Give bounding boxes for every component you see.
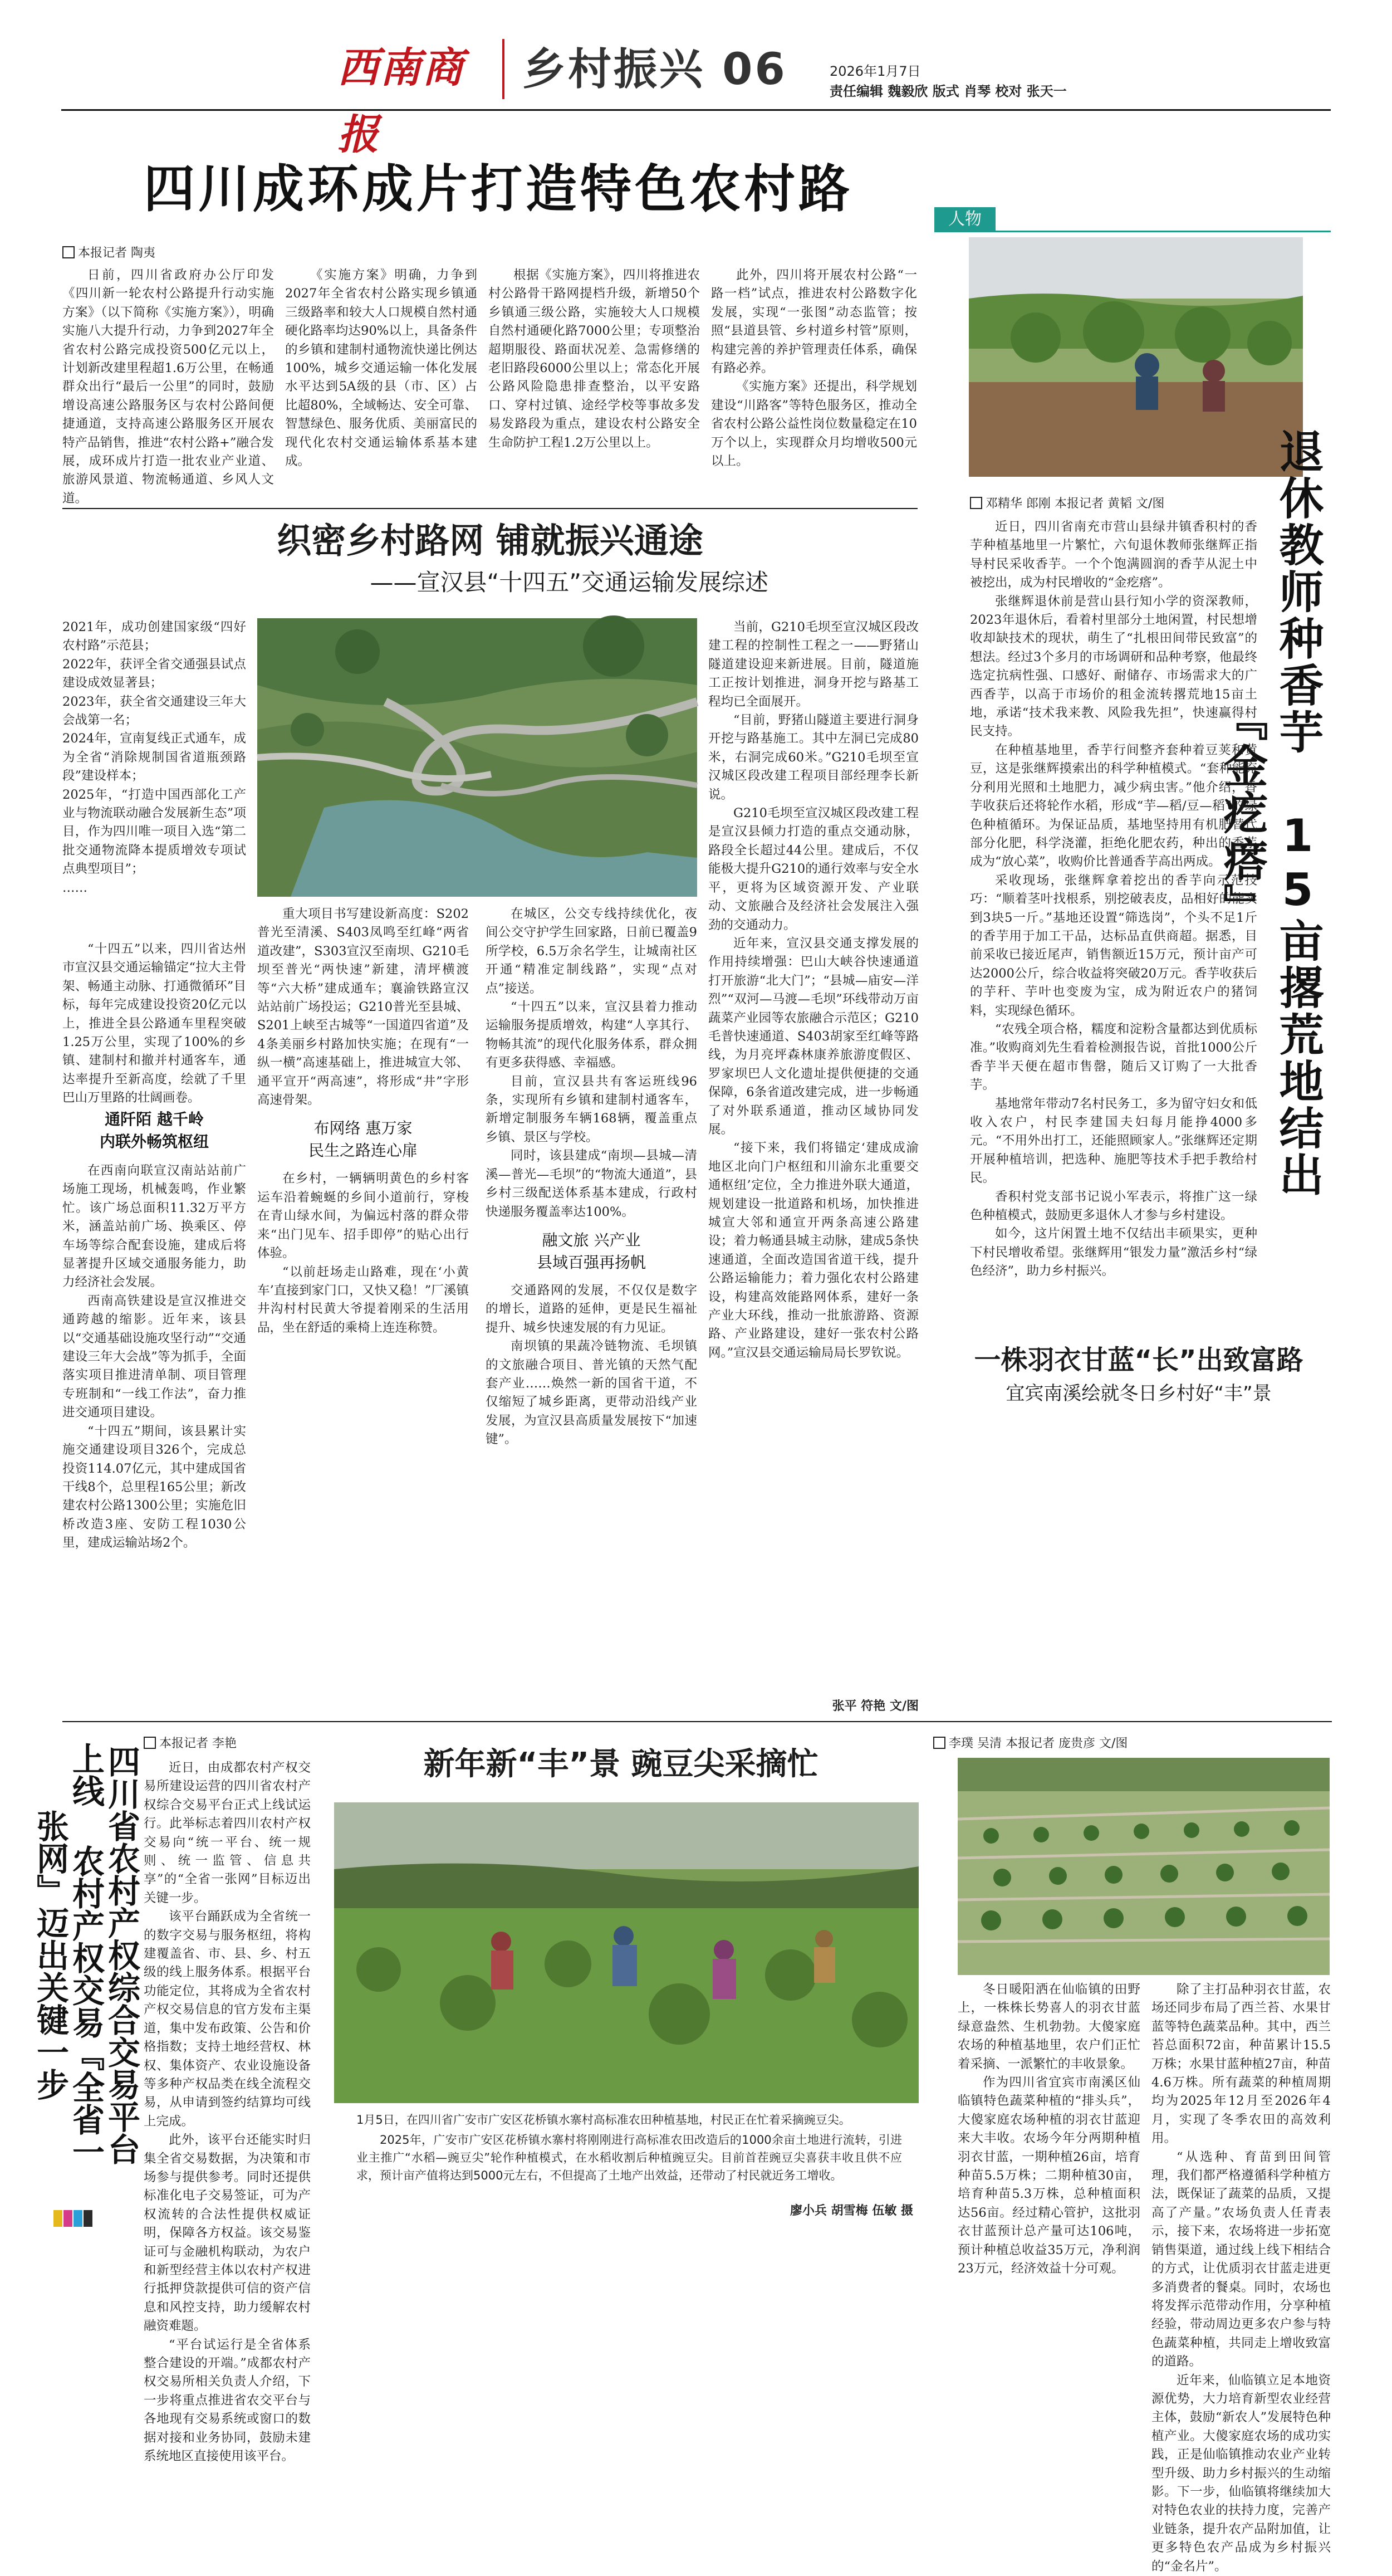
paragraph: 如今，这片闲置土地不仅结出丰硕果实，更种下村民增收希望。张继辉用“银发力量”激活乡村“绿色经济”，助力乡村振兴。 <box>970 1226 1257 1279</box>
masthead-divider <box>502 39 504 99</box>
photo-credit: 廖小兵 胡雪梅 伍敏 摄 <box>790 2204 913 2218</box>
color-swatch <box>84 2210 92 2227</box>
paragraph: “农残全项合格，糯度和淀粉含量都达到优质标准。”收购商刘先生看着检测报告说，首批1000公斤香芋半天便在超市售罄，随后又订购了一大批香芋。 <box>970 1021 1257 1093</box>
kale-field-illustration <box>958 1758 1330 1975</box>
feature-intro <box>62 940 246 1106</box>
section-divider <box>62 1721 1332 1722</box>
paragraph: “目前，野猪山隧道主要进行洞身开挖与路基施工。其中左洞已完成80米，右洞完成60米。”G210毛坝至宣汉城区段改建工程项目部经理李长新说。 <box>708 713 919 802</box>
exchange-headline: 四川省农村产权综合交易平台上线 农村产权交易『全省一张网』迈出关键一步 <box>31 1742 140 2168</box>
section-name: 乡村振兴 <box>522 45 705 95</box>
paragraph: “十四五”以来，宣汉县着力推动运输服务提质增效，构建“人享其行、物畅其流”的现代化服务体系，群众拥有更多获得感、幸福感。 <box>486 1000 697 1071</box>
color-swatch <box>63 2210 72 2227</box>
person-headline: 退休教师种香芋 15亩撂荒地结出『金疙瘩』 <box>1216 428 1324 1199</box>
masthead-logo: 西南商报 <box>337 44 464 159</box>
paragraph: 除了主打品种羽衣甘蓝，农场还同步布局了西兰苔、水果甘蓝等特色蔬菜品种。其中，西兰苔总面积72亩，种苗累计15.5万株；水果甘蓝种植27亩，种苗4.6万株。所有蔬菜的种植周期均为2025年12月至2026年4月，实现了冬季农田的高效利用。 <box>1151 1982 1331 2146</box>
paragraph: 在乡村，一辆辆明黄色的乡村客运车沿着蜿蜒的乡间小道前行，穿梭在青山绿水间，为偏远村落的群众带来“出门见车、招手即停”的贴心出行体验。 <box>257 1171 469 1261</box>
paragraph: 作为四川省宜宾市南溪区仙临镇特色蔬菜种植的“排头兵”，大傻家庭农场种植的羽衣甘蓝迎来大丰收。农场今年分两期种植羽衣甘蓝，一期种植26亩，培育种苗5.5万株；二期种植30亩，培育种苗5.3万株，总种植面积达56亩。经过精心管护，这批羽衣甘蓝预计总产量可达106吨，预计种植总收益35万元，净利润23万元，经济效益十分可观。 <box>958 2075 1140 2276</box>
taro-field-illustration <box>969 237 1303 477</box>
paragraph: 近年来，宣汉县交通支撑发展的作用持续增强：巴山大峡谷快速通道打开旅游“北大门”；“县城—庙安—洋烈”“双河—马渡—毛坝”环线带动万亩蔬菜产业园等农旅融合示范区；G210毛普快速通道、S403胡家至红峰等路线，为月亮坪森林康养旅游度假区、罗家坝巴人文化遗址提供便捷的交通保障，6条省道改建完成，进一步畅通了对外联系通道，推动区域协同发展。 <box>708 936 919 1137</box>
paragraph: 采收现场，张继辉拿着挖出的香芋向示范技巧：“顺着茎叶找根系，别挖破表皮，品相好的能卖到3块5一斤。”基地还设置“筛选岗”，个头不足1斤的香芋用于加工干品，达标品直供商超。据悉，目前采收已接近尾声，销售额近15万元，预计亩产可达2000公斤，综合收益将突破20万元。香芋收获后的芋秆、芋叶也变废为宝，成为附近农户的猪饲料，实现绿色循环。 <box>970 873 1257 1018</box>
paragraph: 在西南向联宣汉南站站前广场施工现场，机械轰鸣，作业繁忙。该广场总面积11.32万平方米，涵盖站前广场、换乘区、停车场等综合配套设施，建成后将显著提升区域交通服务能力，助力经济社会发展。 <box>62 1164 246 1290</box>
paragraph: 在城区，公交专线持续优化，夜间公交守护学生回家路，日前已覆盖9所学校，6.5万余名学生，让城南社区开通“精准定制线路”，实现“点对点”接送。 <box>486 907 697 996</box>
paragraph: 《实施方案》明确，力争到2027年全省农村公路实现乡镇通三级路率和较大人口规模自然村通硬化路率均达90%以上，具备条件的乡镇和建制村通物流快递比例达100%，城乡交通运输一体化发展水平达到5A级的县（市、区）占比超80%，全域畅达、安全可靠、智慧绿色、服务优质、美丽富民的现代化农村交通运输体系基本建成。 <box>285 268 477 469</box>
feature-col-4 <box>708 618 919 1699</box>
paragraph: 西南高铁建设是宣汉推进交通跨越的缩影。近年来，该县以“交通基础设施攻坚行动”“交通建设三年大会战”等为抓手，全面落实项目推进清单制、项目管理专班制和“一线工作法”，奋力推进交通项目建设。 <box>62 1293 246 1420</box>
kale-byline: 李璞 吴清 本报记者 庞贵彦 文/图 <box>933 1736 1128 1752</box>
main-col-3 <box>488 266 700 495</box>
paragraph: 交通路网的发展，不仅仅是数字的增长，道路的延伸，更是民生福祉提升、城乡快速发展的有力见证。 <box>486 1283 697 1335</box>
byline-box-icon <box>970 497 982 509</box>
main-headline: 四川成环成片打造特色农村路 <box>143 159 853 219</box>
paragraph: 目前，宣汉县共有客运班线96条，实现所有乡镇和建制村通客车，新增定制服务车辆168辆，覆盖重点乡镇、景区与学校。 <box>486 1074 697 1145</box>
paragraph: 香积村党支部书记说小军表示，将推广这一绿色种植模式，鼓励更多退休人才参与乡村建设。 <box>970 1189 1257 1223</box>
feature-timeline <box>62 618 246 930</box>
paragraph: “十四五”以来，四川省达州市宣汉县交通运输锚定“拉大主骨架、畅通主动脉、打通微循环”目标，每年完成建设投资20亿元以上，推进全县公路通车里程突破1.25万公里，实现了100%的乡镇、建制村和撤并村通客车，通达率提升至新高度，绘就了千里巴山万里路的壮阔画卷。 <box>62 942 246 1106</box>
paragraph: 日前，四川省政府办公厅印发《四川新一轮农村公路提升行动实施方案》（以下简称《实施方案》），明确实施八大提升行动，力争到2027年全省农村公路完成投资500亿元以上，计划新改建里程超1.6万公里，在畅通群众出行“最后一公里”的同时，鼓励增设高速公路服务区与农村公路间便捷通道，支持高速公路服务区开展农特产品销售，推进“农村公路+”融合发展，成环成片打造一批农业产业道、旅游风景道、物流畅通道、乡风人文道。 <box>62 268 274 506</box>
photo-feature-headline: 新年新“丰”景 豌豆尖采摘忙 <box>423 1746 818 1782</box>
highway-photo <box>257 618 697 897</box>
paragraph: 近日，由成都农村产权交易所建设运营的四川省农村产权综合交易平台正式上线试运行。此举标志着四川农村产权交易向“统一平台、统一规则、统一监管、信息共享”的“全省一张网”目标迈出关键一步。 <box>144 1761 311 1905</box>
main-col-4 <box>711 266 917 495</box>
paragraph: 当前，G210毛坝至宣汉城区段改建工程的控制性工程之一——野猪山隧道建设迎来新进展。目前，隧道施工正按计划推进，洞身开挖与路基工程均已全面展开。 <box>708 620 919 709</box>
color-swatch <box>53 2210 62 2227</box>
people-tag-rule <box>934 231 1331 232</box>
paragraph: 该平台踊跃成为全省统一的数字交易与服务枢纽，将构建覆盖省、市、县、乡、村五级的线上服务体系。根据平台功能定位，其将成为全省农村产权交易信息的官方发布主渠道，集中发布政策、公告和价格指数；支持土地经营权、林权、集体资产、农业设施设备等多种产权品类在线全流程交易，从申请到签约结算均可线上完成。 <box>144 1909 311 2129</box>
feature-col-2 <box>257 905 469 1707</box>
person-byline: 邓精华 郎刚 本报记者 黄韬 文/图 <box>970 496 1164 512</box>
editor-credits: 责任编辑 魏毅欣 版式 肖琴 校对 张天一 <box>830 84 1067 99</box>
exchange-byline: 本报记者 李艳 <box>144 1736 237 1752</box>
subhead-1: 通阡陌 越千岭 内联外畅筑枢纽 <box>99 1110 209 1151</box>
paragraph: 此外，该平台还能实时归集全省交易数据，为决策和市场参与提供参考。同时还提供标准化电子交易签证，可为产权流转的合法性提供权威证明，保障各方权益。该交易鉴证可与金融机构联动，为农户和新型经营主体以农村产权进行抵押贷款提供可信的资产信息和风控支持，助力缓解农村融资难题。 <box>144 2133 311 2334</box>
photo-caption-1: 1月5日，在四川省广安市广安区花桥镇水寨村高标准农田种植基地，村民正在忙着采摘豌豆尖。 <box>356 2113 851 2127</box>
paragraph: 基地常年带动7名村民务工，多为留守妇女和低收入农户，村民李建国夫妇每月能挣4000多元。“不用外出打工，还能照顾家人。”张继辉还定期开展种植培训，把选种、施肥等技术手把手教给村民。 <box>970 1096 1257 1186</box>
subhead-2: 布网络 惠万家 民生之路连心扉 <box>308 1119 418 1160</box>
paragraph: 冬日暖阳洒在仙临镇的田野上，一株株长势喜人的羽衣甘蓝绿意盎然、生机勃勃。大傻家庭农场的种植基地里，农户们正忙着采摘、一派繁忙的丰收景象。 <box>958 1982 1140 2071</box>
timeline-item: 2023年，获全省交通建设三年大会战第一名； <box>62 694 246 728</box>
paragraph: 根据《实施方案》，四川将推进农村公路骨干路网提档升级，新增50个乡镇通三级公路，实施较大人口规模自然村通硬化路7000公里；专项整治超期服役、路面状况差、急需修缮的老旧路段6000公里以上；常态化开展公路风险隐患排查整治，以平安路口、穿村过镇、途经学校等事故多发易发路段为重点，建设农村公路安全生命防护工程1.2万公里以上。 <box>488 268 700 450</box>
person-body <box>970 518 1257 1279</box>
timeline-item: 2025年，“打造中国西部化工产业与物流联动融合发展新生态”项目，作为四川唯一项目入选“第二批交通物流降本提质增效专项试点典型项目”； <box>62 787 246 877</box>
page-number: 06 <box>722 45 787 95</box>
color-swatch <box>73 2210 82 2227</box>
feature-headline: 织密乡村路网 铺就振兴通途 <box>277 520 703 561</box>
paragraph: 此外，四川将开展农村公路“一路一档”试点，推进农村公路数字化发展，实现“一张图”动态监管；按照“县道县管、乡村道乡村管”原则，构建完善的养护管理责任体系，确保有路必养。 <box>711 268 917 376</box>
paragraph: G210毛坝至宣汉城区段改建工程是宣汉县倾力打造的重点交通动脉，路段全长超过44公里。建成后，不仅能极大提升G210的通行效率与安全水平，更将为区域资源开发、产业联动、文旅融合及经济社会发展注入强劲的交通动力。 <box>708 806 919 932</box>
color-registration-bar <box>53 2210 94 2229</box>
kale-subheadline: 宜宾南溪绘就冬日乡村好“丰”景 <box>1006 1382 1272 1405</box>
taro-field-photo <box>969 237 1303 477</box>
feature-subheadline: ——宣汉县“十四五”交通运输发展综述 <box>370 569 768 596</box>
paragraph: 南坝镇的果蔬冷链物流、毛坝镇的文旅融合项目、普光镇的天然气配套产业……焕然一新的国省干道，不仅缩短了城乡距离，更带动沿线产业发展，为宣汉县高质量发展按下“加速键”。 <box>486 1339 697 1447</box>
exchange-body <box>144 1759 311 2464</box>
issue-meta <box>830 61 1067 101</box>
paragraph: 在种植基地里，香芋行间整齐套种着豆荚和黄豆，这是张继辉摸索出的科学种植模式。“套种能充分利用光照和土地肥力，减少病虫害。”他介绍，香芋收获后还将轮作水稻，形成“芋—稻/豆—稻”的绿色种植循环。为保证品质，基地坚持用有机肥替代部分化肥，科学浇灌，拒绝化肥农药，种出的香芋成为“放心菜”，收购价比普通香芋高出两成。 <box>970 742 1257 869</box>
pea-harvest-illustration <box>334 1802 919 2103</box>
timeline-item: …… <box>62 880 87 895</box>
people-tag: 人物 <box>934 207 996 232</box>
issue-date: 2026年1月7日 <box>830 63 921 79</box>
kale-headline: 一株羽衣甘蓝“长”出致富路 <box>974 1345 1303 1376</box>
section-title <box>522 39 787 100</box>
photo-caption-2: 2025年，广安市广安区花桥镇水寨村将刚刚进行高标准农田改造后的1000余亩土地进行流转，引进业主推广“水稻—豌豆尖”轮作种植模式，在水稻收割后种植豌豆尖。目前首茬豌豆尖喜获丰收且供不应求，预计亩产值将达到5000元左右，不但提高了土地产出效益，还带动了村民就近务工增收。 <box>356 2133 902 2182</box>
timeline-item: 2021年，成功创建国家级“四好农村路”示范县； <box>62 620 246 653</box>
paragraph: 同时，该县建成“南坝—县城—清溪—普光—毛坝”的“物流大通道”，县乡村三级配送体系基本建成，行政村快递服务覆盖率达100%。 <box>486 1148 697 1219</box>
byline-box-icon <box>144 1737 156 1749</box>
kale-col-1 <box>958 1981 1140 2276</box>
paragraph: “平台试运行是全省体系整合建设的开端。”成都农村产权交易所相关负责人介绍，下一步将重点推进省农交平台与各地现有交易系统或窗口的数据对接和业务协同，鼓励未建系统地区直接使用该平台。 <box>144 2337 311 2464</box>
paragraph: 重大项目书写建设新高度：S202普光至清溪、S403凤鸣至红峰“两省道改建”，S303宣汉至南坝、G210毛坝至普光“两快速”新建，清坪横渡等“六大桥”建成通车；襄渝铁路宣汉站站前广场投运；G210普光至县城、S201上峡至古城等“一国道四省道”及4条美丽乡村路加快实施；在现有“一纵一横”高速基础上，推进城宣大邻、通平宣开“两高速”，将形成“井”字形高速骨架。 <box>257 907 469 1108</box>
feature-col-1b <box>62 1162 246 1708</box>
paragraph: “从选种、育苗到田间管理，我们都严格遵循科学种植方法，既保证了蔬菜的品质，又提高了产量。”农场负责人任青表示，接下来，农场将进一步拓宽销售渠道，通过线上线下相结合的方式，让优质羽衣甘蓝走进更多消费者的餐桌。同时，农场也将发挥示范带动作用，分享种植经验，带动周边更多农户参与特色蔬菜种植，共同走上增收致富的道路。 <box>1151 2149 1331 2369</box>
subhead-3: 融文旅 兴产业 县域百强再扬帆 <box>536 1230 646 1272</box>
timeline-item: 2022年，获评全省交通强县试点建设成效显著县； <box>62 657 246 691</box>
paragraph: 张继辉退休前是营山县行知小学的资深教师，2023年退休后，看着村里部分土地闲置，村民想增收却缺技术的现状，萌生了“扎根田间带民致富”的想法。经过3个多月的市场调研和品种考察，他最终选定抗病性强、口感好、耐储存、市场需求大的广西香芋，以高于市场价的租金流转撂荒地15亩土地，承诺“技术我来教、风险我先担”，快速赢得村民支持。 <box>970 594 1257 739</box>
byline-box-icon <box>933 1737 945 1749</box>
kale-col-2 <box>1151 1981 1331 2574</box>
section-divider <box>62 508 918 509</box>
paragraph: 《实施方案》还提出，科学规划建设“川路客”等特色服务区，推动全省农村公路公益性岗位数量稳定在10万个以上，实现群众月均增收500元以上。 <box>711 379 917 469</box>
paragraph: “接下来，我们将锚定‘建成成渝地区北向门户枢纽和川渝东北重要交通枢纽’定位，全力推进外联大通道，规划建设一批道路和机场，加快推进城宣大邻和通宣开两条高速公路建设；着力畅通县城主动脉，建成5条快速通道，全面改造国省道干线，提升公路运输能力；着力强化农村公路建设，构建高效能路网体系，建好一条产业大环线，推动一批旅游路、资源路、产业路建设，建好一张农村公路网。”宣汉县交通运输局局长罗钦说。 <box>708 1141 919 1360</box>
highway-illustration <box>257 618 697 897</box>
feature-col-3 <box>486 905 697 1707</box>
paragraph: “以前赶场走山路难，现在‘小黄车’直接到家门口，又快又稳！”厂溪镇井沟村村民黄大爷提着刚采的生活用品，坐在舒适的乘椅上连连称赞。 <box>257 1264 469 1335</box>
timeline-item: 2024年，宣南复线正式通车，成为全省“消除规制国省道瓶颈路段”建设样本； <box>62 731 246 784</box>
feature-credit: 张平 符艳 文/图 <box>832 1699 919 1713</box>
paragraph: 近日，四川省南充市营山县绿井镇香积村的香芋种植基地里一片繁忙，六旬退休教师张继辉正指导村民采收香芋。一个个饱满圆润的香芋从泥土中被挖出，成为村民增收的“金疙瘩”。 <box>970 520 1257 590</box>
paragraph: “十四五”期间，该县累计实施交通建设项目326个，完成总投资114.07亿元，其中建成国省干线8个，总里程165公里；新改建农村公路1300公里；实施危旧桥改造3座、安防工程1030公里，建成运输站场2个。 <box>62 1424 246 1551</box>
pea-harvest-photo <box>334 1802 919 2103</box>
main-byline: 本报记者 陶夷 <box>62 245 155 262</box>
main-col-1 <box>62 266 274 506</box>
paragraph: 近年来，仙临镇立足本地资源优势，大力培育新型农业经营主体，鼓励“新农人”发展特色种植产业。大傻家庭农场的成功实践，正是仙临镇推动农业产业转型升级、助力乡村振兴的生动缩影。下一步，仙临镇将继续加大对特色农业的扶持力度，完善产业链条，提升农产品附加值，让更多特色农产品成为乡村振兴的“金名片”。 <box>1151 2373 1331 2574</box>
masthead-rule <box>61 109 1331 111</box>
kale-field-photo <box>958 1758 1330 1975</box>
byline-box-icon <box>62 246 75 258</box>
main-col-2 <box>285 266 477 495</box>
